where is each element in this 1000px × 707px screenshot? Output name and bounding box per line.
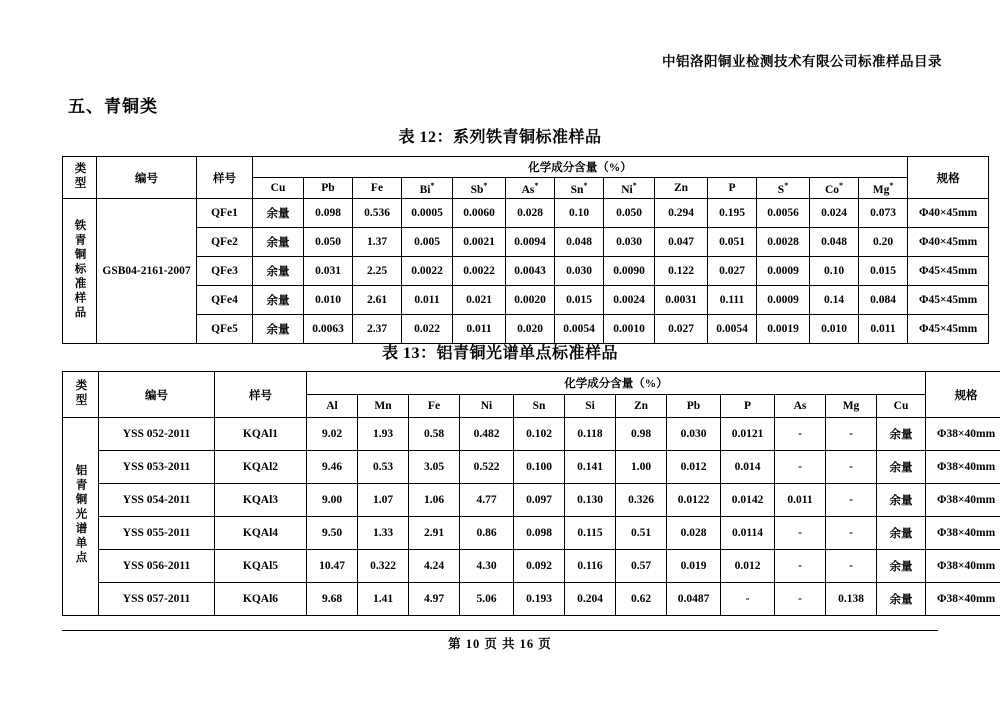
- cell: -: [826, 418, 877, 451]
- cell: 4.77: [460, 484, 514, 517]
- table12-element-mg: Mg*: [859, 178, 908, 199]
- cell: -: [826, 550, 877, 583]
- table12-element-p: P: [708, 178, 757, 199]
- table12-element-s: S*: [757, 178, 810, 199]
- table13-sample-cell: KQAl5: [215, 550, 307, 583]
- cell: 余量: [253, 199, 304, 228]
- cell: 0.322: [358, 550, 409, 583]
- cell: 1.41: [358, 583, 409, 616]
- table-row: [63, 418, 1000, 451]
- cell: 1.33: [358, 517, 409, 550]
- cell: -: [775, 550, 826, 583]
- table-row: [63, 228, 989, 257]
- table12-sample-cell: QFe4: [197, 286, 253, 315]
- cell: 0.0054: [708, 315, 757, 344]
- cell: 0.14: [810, 286, 859, 315]
- table13-element-mn: Mn: [358, 395, 409, 418]
- cell: 0.019: [667, 550, 721, 583]
- element-mark: *: [784, 180, 789, 190]
- cell: 0.0009: [757, 257, 810, 286]
- footer-divider: [62, 630, 938, 631]
- cell: 余量: [253, 257, 304, 286]
- cell: 0.294: [655, 199, 708, 228]
- table-row: [63, 484, 1000, 517]
- cell: 0.326: [616, 484, 667, 517]
- cell: 0.030: [667, 418, 721, 451]
- cell: 0.0094: [506, 228, 555, 257]
- table13-spec-cell: Φ38×40mm: [926, 484, 1000, 517]
- page-header: 中铝洛阳铜业检测技术有限公司标准样品目录: [662, 54, 942, 69]
- cell: 0.115: [565, 517, 616, 550]
- cell: -: [826, 484, 877, 517]
- table-row: [63, 257, 989, 286]
- cell: 0.051: [708, 228, 757, 257]
- table13-element-fe: Fe: [409, 395, 460, 418]
- cell: 2.25: [353, 257, 402, 286]
- cell: 0.024: [810, 199, 859, 228]
- table12-header-row-1: [63, 157, 989, 178]
- element-mark: *: [483, 180, 488, 190]
- cell: 9.50: [307, 517, 358, 550]
- table13-caption: 表 13：铝青铜光谱单点标准样品: [381, 345, 618, 362]
- cell: 0.118: [565, 418, 616, 451]
- cell: 0.195: [708, 199, 757, 228]
- table13-element-pb: Pb: [667, 395, 721, 418]
- cell: 0.0487: [667, 583, 721, 616]
- table13-code-cell: YSS 056-2011: [99, 550, 215, 583]
- cell: 0.098: [514, 517, 565, 550]
- table12-spec-cell: Φ45×45mm: [908, 257, 989, 286]
- table12-element-zn: Zn: [655, 178, 708, 199]
- cell: 0.0043: [506, 257, 555, 286]
- cell: 0.022: [402, 315, 453, 344]
- table12-type-cell: 铁青铜标准样品: [63, 199, 97, 344]
- table13-th-type: 类型: [63, 372, 99, 418]
- cell: -: [775, 517, 826, 550]
- cell: 0.005: [402, 228, 453, 257]
- cell: 0.0054: [555, 315, 604, 344]
- cell: 0.0009: [757, 286, 810, 315]
- table13-sample-cell: KQAl2: [215, 451, 307, 484]
- cell: 0.98: [616, 418, 667, 451]
- cell: 余量: [253, 228, 304, 257]
- table-13-aluminum-bronze: [62, 371, 1000, 616]
- cell: 0.012: [667, 451, 721, 484]
- cell: 0.0060: [453, 199, 506, 228]
- cell: 0.048: [810, 228, 859, 257]
- element-mark: *: [430, 180, 435, 190]
- cell: 0.015: [555, 286, 604, 315]
- table13-element-cu: Cu: [877, 395, 926, 418]
- table13-code-cell: YSS 054-2011: [99, 484, 215, 517]
- table12-element-as: As*: [506, 178, 555, 199]
- cell: 4.30: [460, 550, 514, 583]
- cell: 0.011: [775, 484, 826, 517]
- cell: -: [721, 583, 775, 616]
- cell: 0.014: [721, 451, 775, 484]
- cell: 0.011: [453, 315, 506, 344]
- table13-element-ni: Ni: [460, 395, 514, 418]
- table-row: [63, 550, 1000, 583]
- cell: 0.050: [604, 199, 655, 228]
- cell: 0.10: [810, 257, 859, 286]
- table13-element-zn: Zn: [616, 395, 667, 418]
- cell: 3.05: [409, 451, 460, 484]
- cell: 0.10: [555, 199, 604, 228]
- cell: 1.00: [616, 451, 667, 484]
- cell: 0.0031: [655, 286, 708, 315]
- table13-spec-cell: Φ38×40mm: [926, 451, 1000, 484]
- cell: 2.37: [353, 315, 402, 344]
- cell: 5.06: [460, 583, 514, 616]
- table13-sample-cell: KQAl6: [215, 583, 307, 616]
- cell: 9.02: [307, 418, 358, 451]
- table12-th-type: 类型: [63, 157, 97, 199]
- table13-element-si: Si: [565, 395, 616, 418]
- cell: -: [775, 418, 826, 451]
- table13-element-mg: Mg: [826, 395, 877, 418]
- cell: 0.015: [859, 257, 908, 286]
- cell: 10.47: [307, 550, 358, 583]
- cell: 0.030: [555, 257, 604, 286]
- table13-sample-cell: KQAl3: [215, 484, 307, 517]
- table12-sample-cell: QFe5: [197, 315, 253, 344]
- cell: 1.93: [358, 418, 409, 451]
- cell: 0.098: [304, 199, 353, 228]
- table12-th-code: 编号: [97, 157, 197, 199]
- cell: 0.027: [655, 315, 708, 344]
- cell: 0.0021: [453, 228, 506, 257]
- cell: 0.0142: [721, 484, 775, 517]
- table12-element-fe: Fe: [353, 178, 402, 199]
- table12-th-spec: 规格: [908, 157, 989, 199]
- cell: 0.0056: [757, 199, 810, 228]
- cell: 0.097: [514, 484, 565, 517]
- cell: 余量: [253, 286, 304, 315]
- table12-code-cell: GSB04-2161-2007: [97, 199, 197, 344]
- cell: 0.0010: [604, 315, 655, 344]
- table12-th-composition: 化学成分含量（%）: [253, 157, 908, 178]
- table13-code-cell: YSS 052-2011: [99, 418, 215, 451]
- cell: 0.010: [304, 286, 353, 315]
- table-row: [63, 451, 1000, 484]
- cell: 0.111: [708, 286, 757, 315]
- table12-element-bi: Bi*: [402, 178, 453, 199]
- cell: 0.0122: [667, 484, 721, 517]
- cell: 0.141: [565, 451, 616, 484]
- table12-spec-cell: Φ45×45mm: [908, 315, 989, 344]
- cell: 0.092: [514, 550, 565, 583]
- table12-spec-cell: Φ45×45mm: [908, 286, 989, 315]
- cell: 0.122: [655, 257, 708, 286]
- table-row: [63, 583, 1000, 616]
- cell: 2.91: [409, 517, 460, 550]
- table13-type-cell: 铝青铜光谱单点: [63, 418, 99, 616]
- cell: -: [826, 451, 877, 484]
- table12-spec-cell: Φ40×45mm: [908, 199, 989, 228]
- cell: 4.24: [409, 550, 460, 583]
- cell: 0.011: [402, 286, 453, 315]
- cell: 0.0020: [506, 286, 555, 315]
- table13-header-row-1: [63, 372, 1000, 395]
- table12-element-sb: Sb*: [453, 178, 506, 199]
- table12-element-sn: Sn*: [555, 178, 604, 199]
- table-row: [63, 199, 989, 228]
- cell: 0.53: [358, 451, 409, 484]
- table13-th-spec: 规格: [926, 372, 1000, 418]
- cell: 0.050: [304, 228, 353, 257]
- cell: 0.51: [616, 517, 667, 550]
- cell: 0.536: [353, 199, 402, 228]
- cell: 0.482: [460, 418, 514, 451]
- table13-element-as: As: [775, 395, 826, 418]
- cell: 0.20: [859, 228, 908, 257]
- element-mark: *: [889, 180, 894, 190]
- cell: 0.57: [616, 550, 667, 583]
- page-footer: 第 10 页 共 16 页: [448, 637, 552, 651]
- cell: 0.047: [655, 228, 708, 257]
- cell: 余量: [877, 418, 926, 451]
- table13-sample-cell: KQAl4: [215, 517, 307, 550]
- table13-spec-cell: Φ38×40mm: [926, 583, 1000, 616]
- cell: 0.102: [514, 418, 565, 451]
- cell: 1.37: [353, 228, 402, 257]
- cell: 余量: [877, 517, 926, 550]
- cell: 9.46: [307, 451, 358, 484]
- cell: 0.0121: [721, 418, 775, 451]
- cell: 0.030: [604, 228, 655, 257]
- element-mark: *: [632, 180, 637, 190]
- table12-spec-cell: Φ40×45mm: [908, 228, 989, 257]
- element-mark: *: [839, 180, 844, 190]
- cell: 0.138: [826, 583, 877, 616]
- table12-element-co: Co*: [810, 178, 859, 199]
- cell: 0.0019: [757, 315, 810, 344]
- table13-element-p: P: [721, 395, 775, 418]
- table13-sample-cell: KQAl1: [215, 418, 307, 451]
- table12-element-pb: Pb: [304, 178, 353, 199]
- cell: 0.073: [859, 199, 908, 228]
- cell: 0.031: [304, 257, 353, 286]
- cell: 4.97: [409, 583, 460, 616]
- cell: 0.100: [514, 451, 565, 484]
- table12-sample-cell: QFe3: [197, 257, 253, 286]
- cell: 0.116: [565, 550, 616, 583]
- cell: 0.021: [453, 286, 506, 315]
- cell: -: [775, 583, 826, 616]
- table-row: [63, 517, 1000, 550]
- element-mark: *: [534, 180, 539, 190]
- cell: 0.62: [616, 583, 667, 616]
- cell: 0.0005: [402, 199, 453, 228]
- table12-sample-cell: QFe2: [197, 228, 253, 257]
- cell: 1.07: [358, 484, 409, 517]
- cell: 0.0022: [453, 257, 506, 286]
- table13-code-cell: YSS 053-2011: [99, 451, 215, 484]
- cell: 0.020: [506, 315, 555, 344]
- cell: 0.86: [460, 517, 514, 550]
- table13-code-cell: YSS 057-2011: [99, 583, 215, 616]
- cell: 0.048: [555, 228, 604, 257]
- cell: 余量: [877, 550, 926, 583]
- cell: 2.61: [353, 286, 402, 315]
- cell: 0.0063: [304, 315, 353, 344]
- table13-th-composition: 化学成分含量（%）: [307, 372, 926, 395]
- table12-sample-cell: QFe1: [197, 199, 253, 228]
- table13-spec-cell: Φ38×40mm: [926, 550, 1000, 583]
- cell: 0.58: [409, 418, 460, 451]
- cell: -: [775, 451, 826, 484]
- element-mark: *: [583, 180, 588, 190]
- cell: 0.0114: [721, 517, 775, 550]
- cell: 余量: [877, 451, 926, 484]
- cell: 0.084: [859, 286, 908, 315]
- cell: 0.027: [708, 257, 757, 286]
- cell: 0.204: [565, 583, 616, 616]
- cell: 0.0028: [757, 228, 810, 257]
- cell: 0.011: [859, 315, 908, 344]
- table12-element-cu: Cu: [253, 178, 304, 199]
- cell: 9.68: [307, 583, 358, 616]
- cell: 1.06: [409, 484, 460, 517]
- table13-spec-cell: Φ38×40mm: [926, 418, 1000, 451]
- cell: 0.130: [565, 484, 616, 517]
- table12-element-ni: Ni*: [604, 178, 655, 199]
- cell: 余量: [877, 583, 926, 616]
- table13-th-code: 编号: [99, 372, 215, 418]
- cell: 余量: [253, 315, 304, 344]
- table13-code-cell: YSS 055-2011: [99, 517, 215, 550]
- cell: 0.0022: [402, 257, 453, 286]
- cell: 0.028: [667, 517, 721, 550]
- table12-caption: 表 12：系列铁青铜标准样品: [398, 129, 602, 146]
- cell: 0.522: [460, 451, 514, 484]
- cell: 0.0090: [604, 257, 655, 286]
- cell: 0.010: [810, 315, 859, 344]
- table13-spec-cell: Φ38×40mm: [926, 517, 1000, 550]
- cell: 0.028: [506, 199, 555, 228]
- cell: 0.0024: [604, 286, 655, 315]
- table13-th-sample: 样号: [215, 372, 307, 418]
- cell: -: [826, 517, 877, 550]
- section-title: 五、青铜类: [68, 97, 158, 116]
- table-12-iron-bronze: [62, 156, 989, 344]
- table13-element-al: Al: [307, 395, 358, 418]
- cell: 9.00: [307, 484, 358, 517]
- table12-th-sample: 样号: [197, 157, 253, 199]
- cell: 0.012: [721, 550, 775, 583]
- table-row: [63, 286, 989, 315]
- cell: 0.193: [514, 583, 565, 616]
- cell: 余量: [877, 484, 926, 517]
- table13-element-sn: Sn: [514, 395, 565, 418]
